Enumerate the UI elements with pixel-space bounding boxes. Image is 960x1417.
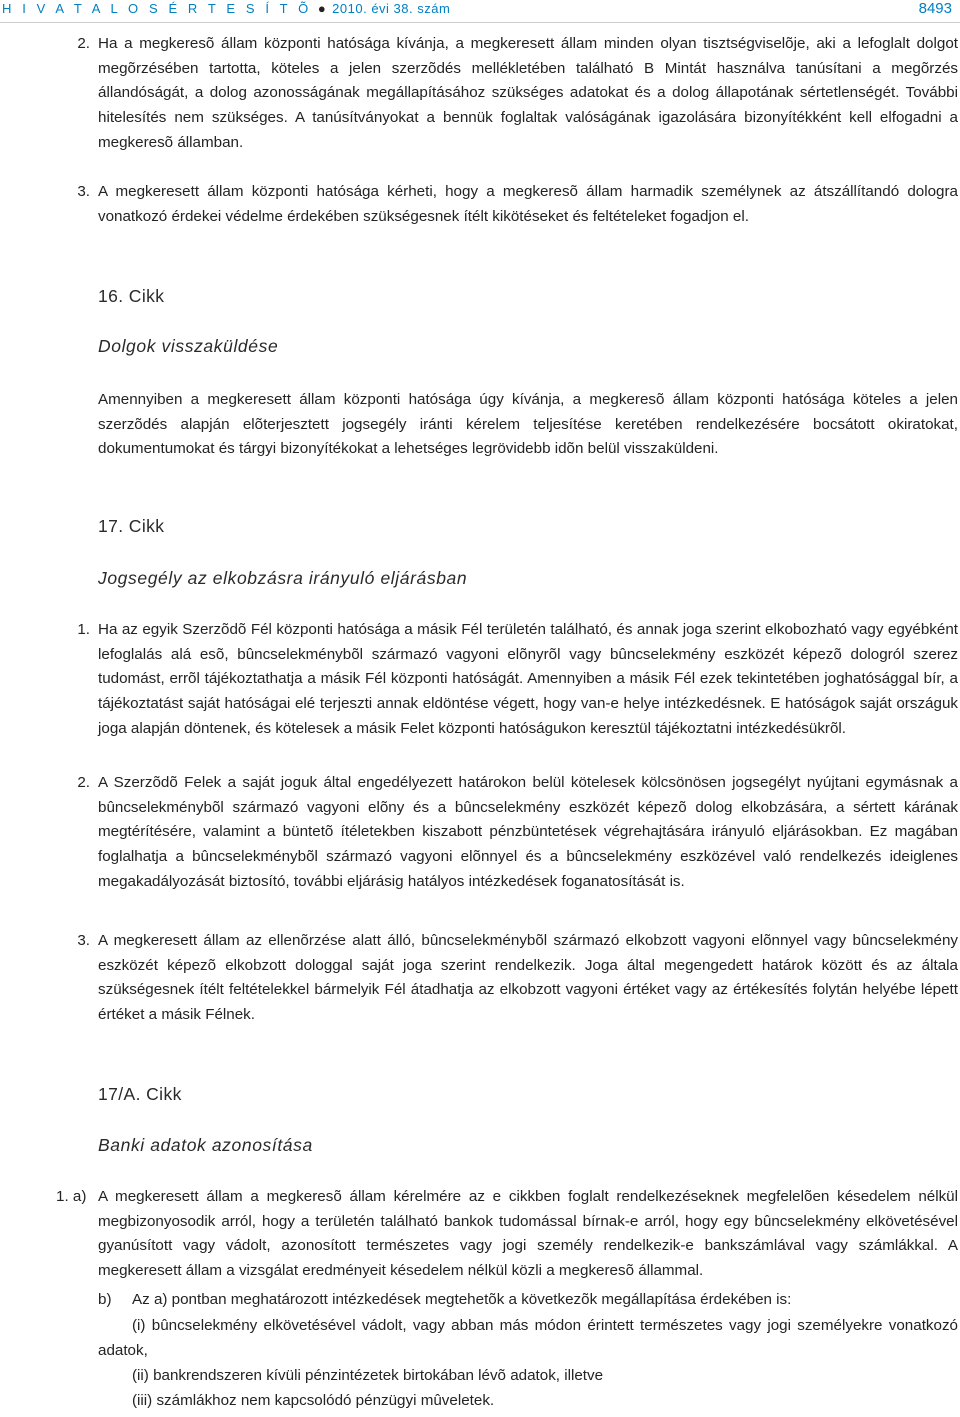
page-number: 8493 (918, 0, 952, 17)
article-heading: 17. Cikk (98, 516, 165, 536)
paragraph-number: 2. (77, 35, 90, 52)
paragraph-number: 2. (77, 774, 90, 791)
article-title: Jogsegély az elkobzásra irányuló eljárásban (98, 568, 468, 588)
list-item: (ii) bankrendszeren kívüli pénzintézetek birtokában lévõ adatok, illetve (132, 1367, 604, 1384)
paragraph-text: A megkeresett állam központi hatósága kérheti, hogy a megkeresõ állam harmadik személynek az átszállítandó dologra vonatkozó érdekei védelme érdekében szükségesnek ítélt kikötéseket és feltételeket fogadjon el. (98, 183, 958, 225)
list-item: (iii) számlákhoz nem kapcsolódó pénzügyi mûveletek. (132, 1392, 495, 1409)
issue-label: 2010. évi 38. szám (332, 1, 451, 16)
paragraph-number: 3. (77, 183, 90, 200)
bullet-icon: ● (317, 1, 327, 16)
journal-name: H I V A T A L O S É R T E S Í T Õ (2, 1, 312, 16)
article-title: Banki adatok azonosítása (98, 1135, 313, 1155)
paragraph-text: A megkeresett állam az ellenõrzése alatt álló, bûncselekménybõl származó elkobzott vagyoni elõnnyel vagy bûncselekmény eszközét képezõ elkobzott dologgal saját joga szerint rendelkezik. Joga által megengedett határok között és az általa szükségesnek ítélt feltételekkel bármelyik Fél átadhatja az elkobzott vagyoni értéket vagy az értékesítés folytán helyébe lépett értéket a másik Félnek. (98, 932, 958, 1024)
paragraph-text: Ha az egyik Szerzõdõ Fél központi hatósága a másik Fél területén található, és annak joga szerint elkobozható vagy egyébként lefoglalás alá esõ, bûncselekménybõl származó vagyoni elõnyrõl vagy bûncselekmény eszközét képezõ dologról szerez tudomást, errõl tájékoztathatja a másik Fél központi hatóságát. Amennyiben a másik Fél ezek tekintetében joghatósággal bír, a tájékoztatást saját hatóságai elé terjeszti annak eldöntése végett, hogy van-e helye intézkedésnek. E hatóságok saját országuk joga alapján döntenek, és kötelesek a másik Felet központi hatóságukon keresztül tájékoztatni intézkedésükrõl. (98, 621, 958, 737)
article-title: Dolgok visszaküldése (98, 336, 279, 356)
paragraph-text: A Szerzõdõ Felek a saját joguk által engedélyezett határokon belül kötelesek kölcsönösen jogsegélyt nyújtani egymásnak a bûncselekménybõl származó vagyoni elõny és a bûncselekmény eszközét képezõ dolog elkobzására, a sértett kárának megtérítésére, valamint a büntetõ ítéletekben kiszabott pénzbüntetések végrehajtására irányuló eljárásokban. Ez magában foglalhatja a bûncselekménybõl származó vagyoni elõnnyel és a bûncselekmény eszközével való rendelkezés ideiglenes megakadályozását biztosító, további eljárásig hatályos intézkedések foganatosítását is. (98, 774, 958, 890)
paragraph-number: 3. (77, 932, 90, 949)
page-header (0, 0, 960, 23)
journal-title (2, 0, 450, 18)
paragraph-text: A megkeresett állam a megkeresõ állam kérelmére az e cikkben foglalt rendelkezéseknek megfelelõen késedelem nélkül megbizonyosodik arról, hogy a területén található bankok tudomással bírnak-e arról, hogy egy bûncselekmény elkövetésével gyanúsított vagy vádolt, azonosított természetes vagy jogi személy rendelkezik-e bankszámlával vagy számlákkal. A megkeresett állam a vizsgálat eredményeit késedelem nélkül közli a megkeresõ állammal. (98, 1188, 958, 1280)
paragraph-text: Amennyiben a megkeresett állam központi hatósága úgy kívánja, a megkeresõ állam központi hatósága köteles a jelen szerzõdés alapján elõterjesztett jogsegély iránti kérelem teljesítése keretében rendelkezésére bocsátott okiratokat, dokumentumokat és tárgyi bizonyítékokat a lehetséges legrövidebb idõn belül visszaküldeni. (98, 391, 958, 458)
subpoint-text: Az a) pontban meghatározott intézkedések megtehetõk a következõk megállapítása érdekében is: (132, 1291, 792, 1308)
list-item: (i) bûncselekmény elkövetésével vádolt, vagy abban más módon érintett természetes vagy jogi személyekre vonatkozó adatok, (98, 1317, 958, 1359)
article-heading: 17/A. Cikk (98, 1084, 182, 1104)
subpoint-label: b) (98, 1291, 112, 1308)
paragraph-text: Ha a megkeresõ állam központi hatósága kívánja, a megkeresett állam minden olyan tisztségviselõje, aki a lefoglalt dolgot megõrzésében tartotta, köteles a jelen szerzõdés mellékletében található B Mintát használva tanúsítani a megõrzés állandóságát, a dolog azonosságának megállapításához szükséges adatokat és a dolog állapotának sértetlenségét. További hitelesítés nem szükséges. A tanúsítványokat a bennük foglaltak valóságának igazolására bizonyítékként kell elfogadni a megkeresõ államban. (98, 35, 958, 151)
paragraph-number: 1. (77, 621, 90, 638)
paragraph-number: 1. a) (56, 1188, 87, 1205)
article-heading: 16. Cikk (98, 286, 165, 306)
